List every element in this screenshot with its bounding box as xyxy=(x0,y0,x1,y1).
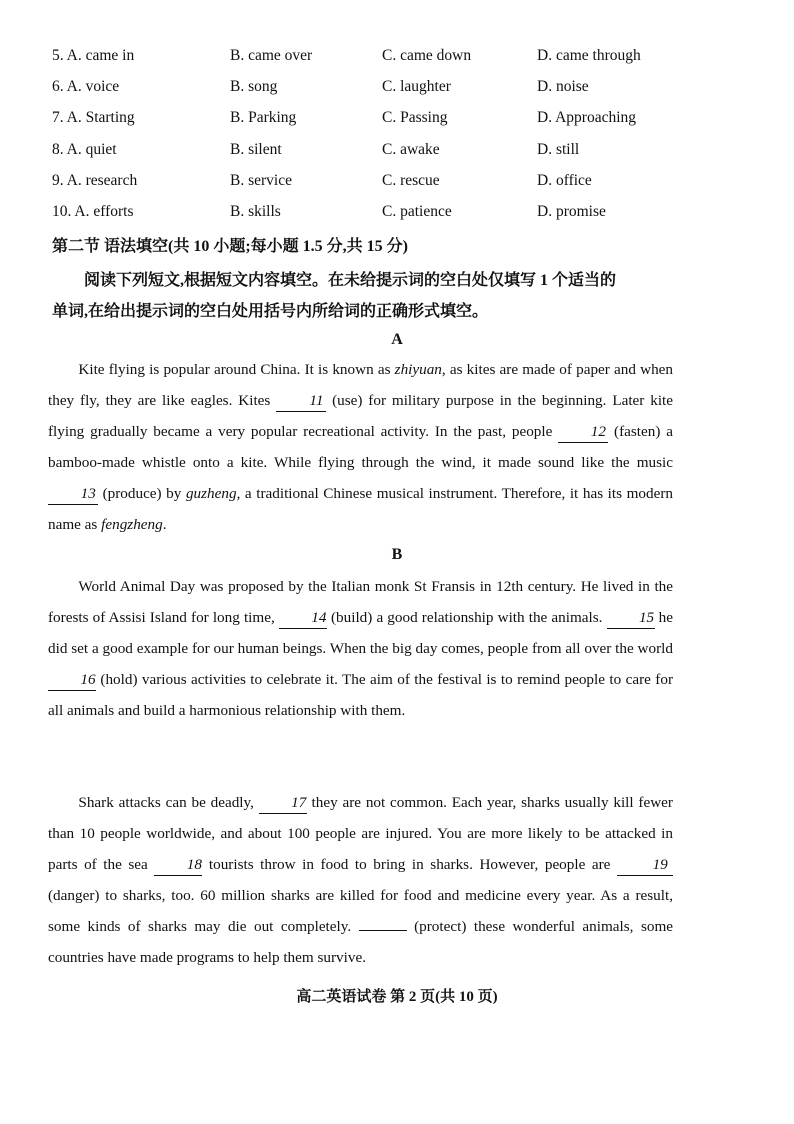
italic-term: fengzheng xyxy=(101,516,163,533)
blank-13[interactable]: 13 xyxy=(48,484,98,505)
option-d: D. promise xyxy=(537,203,606,220)
passage-text: (fasten) a bamboo-made whistle onto a kite. While flying through the wind, it made sound like the music xyxy=(48,423,673,471)
blank-15[interactable]: 15 xyxy=(607,608,655,629)
option-d: D. office xyxy=(537,172,592,189)
option-row-9 xyxy=(0,172,794,200)
passage-text: he did set a good example for our human beings. When the big day comes, people from all over the world xyxy=(48,609,673,657)
blank-14[interactable]: 14 xyxy=(279,608,327,629)
option-row-8 xyxy=(0,141,794,169)
blank-11[interactable]: 11 xyxy=(276,391,326,412)
passage-text: , a traditional Chinese musical instrument. Therefore, it has its modern name as xyxy=(48,485,673,533)
passage-b xyxy=(48,571,673,726)
passage-a-letter: A xyxy=(391,331,403,348)
passage-text: (use) for military purpose in the beginning. Later kite flying gradually became a very popular recreational activity. In the past, people xyxy=(48,392,673,440)
blank-20[interactable] xyxy=(359,930,407,931)
instruction-line-1: 阅读下列短文,根据短文内容填空。在未给提示词的空白处仅填写 1 个适当的 xyxy=(84,272,617,289)
option-d: D. came through xyxy=(537,47,641,64)
passage-a xyxy=(48,354,673,540)
instruction-line-2: 单词,在给出提示词的空白处用括号内所给词的正确形式填空。 xyxy=(52,303,489,320)
passage-text: (danger) to sharks, too. 60 million sharks are killed for food and medicine every year. As a result, some kinds of sharks may die out completely. xyxy=(48,887,673,935)
passage-b-letter: B xyxy=(391,546,403,563)
passage-text: World Animal Day was proposed by the Italian monk St Fransis in 12th century. He lived in the forests of Assisi Island for long time, xyxy=(48,578,673,626)
passage-text: (hold) various activities to celebrate it. The aim of the festival is to remind people to care for all animals and build a harmonious relationship with them. xyxy=(48,671,673,719)
option-row-5 xyxy=(0,47,794,75)
blank-17[interactable]: 17 xyxy=(259,793,307,814)
option-c: C. came down xyxy=(382,47,472,64)
option-b: B. service xyxy=(230,172,292,189)
passage-text: , as kites are made of paper and when they fly, they are like eagles. Kites xyxy=(48,361,673,409)
blank-12[interactable]: 12 xyxy=(558,422,608,443)
option-b: B. Parking xyxy=(230,109,297,126)
passage-text: . xyxy=(162,516,167,533)
option-b: B. skills xyxy=(230,203,281,220)
passage-text: (build) a good relationship with the animals. xyxy=(326,609,607,626)
blank-18[interactable]: 18 xyxy=(154,855,202,876)
option-a: 5. A. came in xyxy=(52,47,135,64)
option-d: D. Approaching xyxy=(537,109,637,126)
italic-term: guzheng xyxy=(185,485,237,502)
option-row-6 xyxy=(0,78,794,106)
passage-text: Shark attacks can be deadly, xyxy=(78,794,259,811)
passage-text: (protect) these wonderful animals, some countries have made programs to help them survive. xyxy=(48,918,673,966)
option-a: 10. A. efforts xyxy=(52,203,134,220)
page-footer: 高二英语试卷 第 2 页(共 10 页) xyxy=(296,989,498,1005)
passage-text: they are not common. Each year, sharks usually kill fewer than 10 people worldwide, and about 100 people are injured. You are more likely to be attacked in parts of the sea xyxy=(48,794,673,873)
option-c: C. awake xyxy=(382,141,440,158)
passage-text: (produce) by xyxy=(98,485,186,502)
option-a: 7. A. Starting xyxy=(52,109,135,126)
passage-text: tourists throw in food to bring in sharks. However, people are xyxy=(202,856,617,873)
option-b: B. came over xyxy=(230,47,313,64)
option-d: D. still xyxy=(537,141,580,158)
option-b: B. silent xyxy=(230,141,282,158)
option-a: 9. A. research xyxy=(52,172,138,189)
option-c: C. patience xyxy=(382,203,452,220)
option-a: 6. A. voice xyxy=(52,78,120,95)
passage-c xyxy=(48,787,673,973)
option-d: D. noise xyxy=(537,78,589,95)
option-b: B. song xyxy=(230,78,278,95)
section-heading: 第二节 语法填空(共 10 小题;每小题 1.5 分,共 15 分) xyxy=(52,238,408,255)
option-c: C. rescue xyxy=(382,172,440,189)
blank-16[interactable]: 16 xyxy=(48,670,96,691)
option-a: 8. A. quiet xyxy=(52,141,117,158)
option-c: C. Passing xyxy=(382,109,448,126)
option-c: C. laughter xyxy=(382,78,451,95)
option-row-10 xyxy=(0,203,794,231)
option-row-7 xyxy=(0,109,794,137)
italic-term: zhiyuan xyxy=(394,361,442,378)
passage-text: Kite flying is popular around China. It is known as xyxy=(78,361,395,378)
blank-19[interactable]: 19 xyxy=(617,855,673,876)
